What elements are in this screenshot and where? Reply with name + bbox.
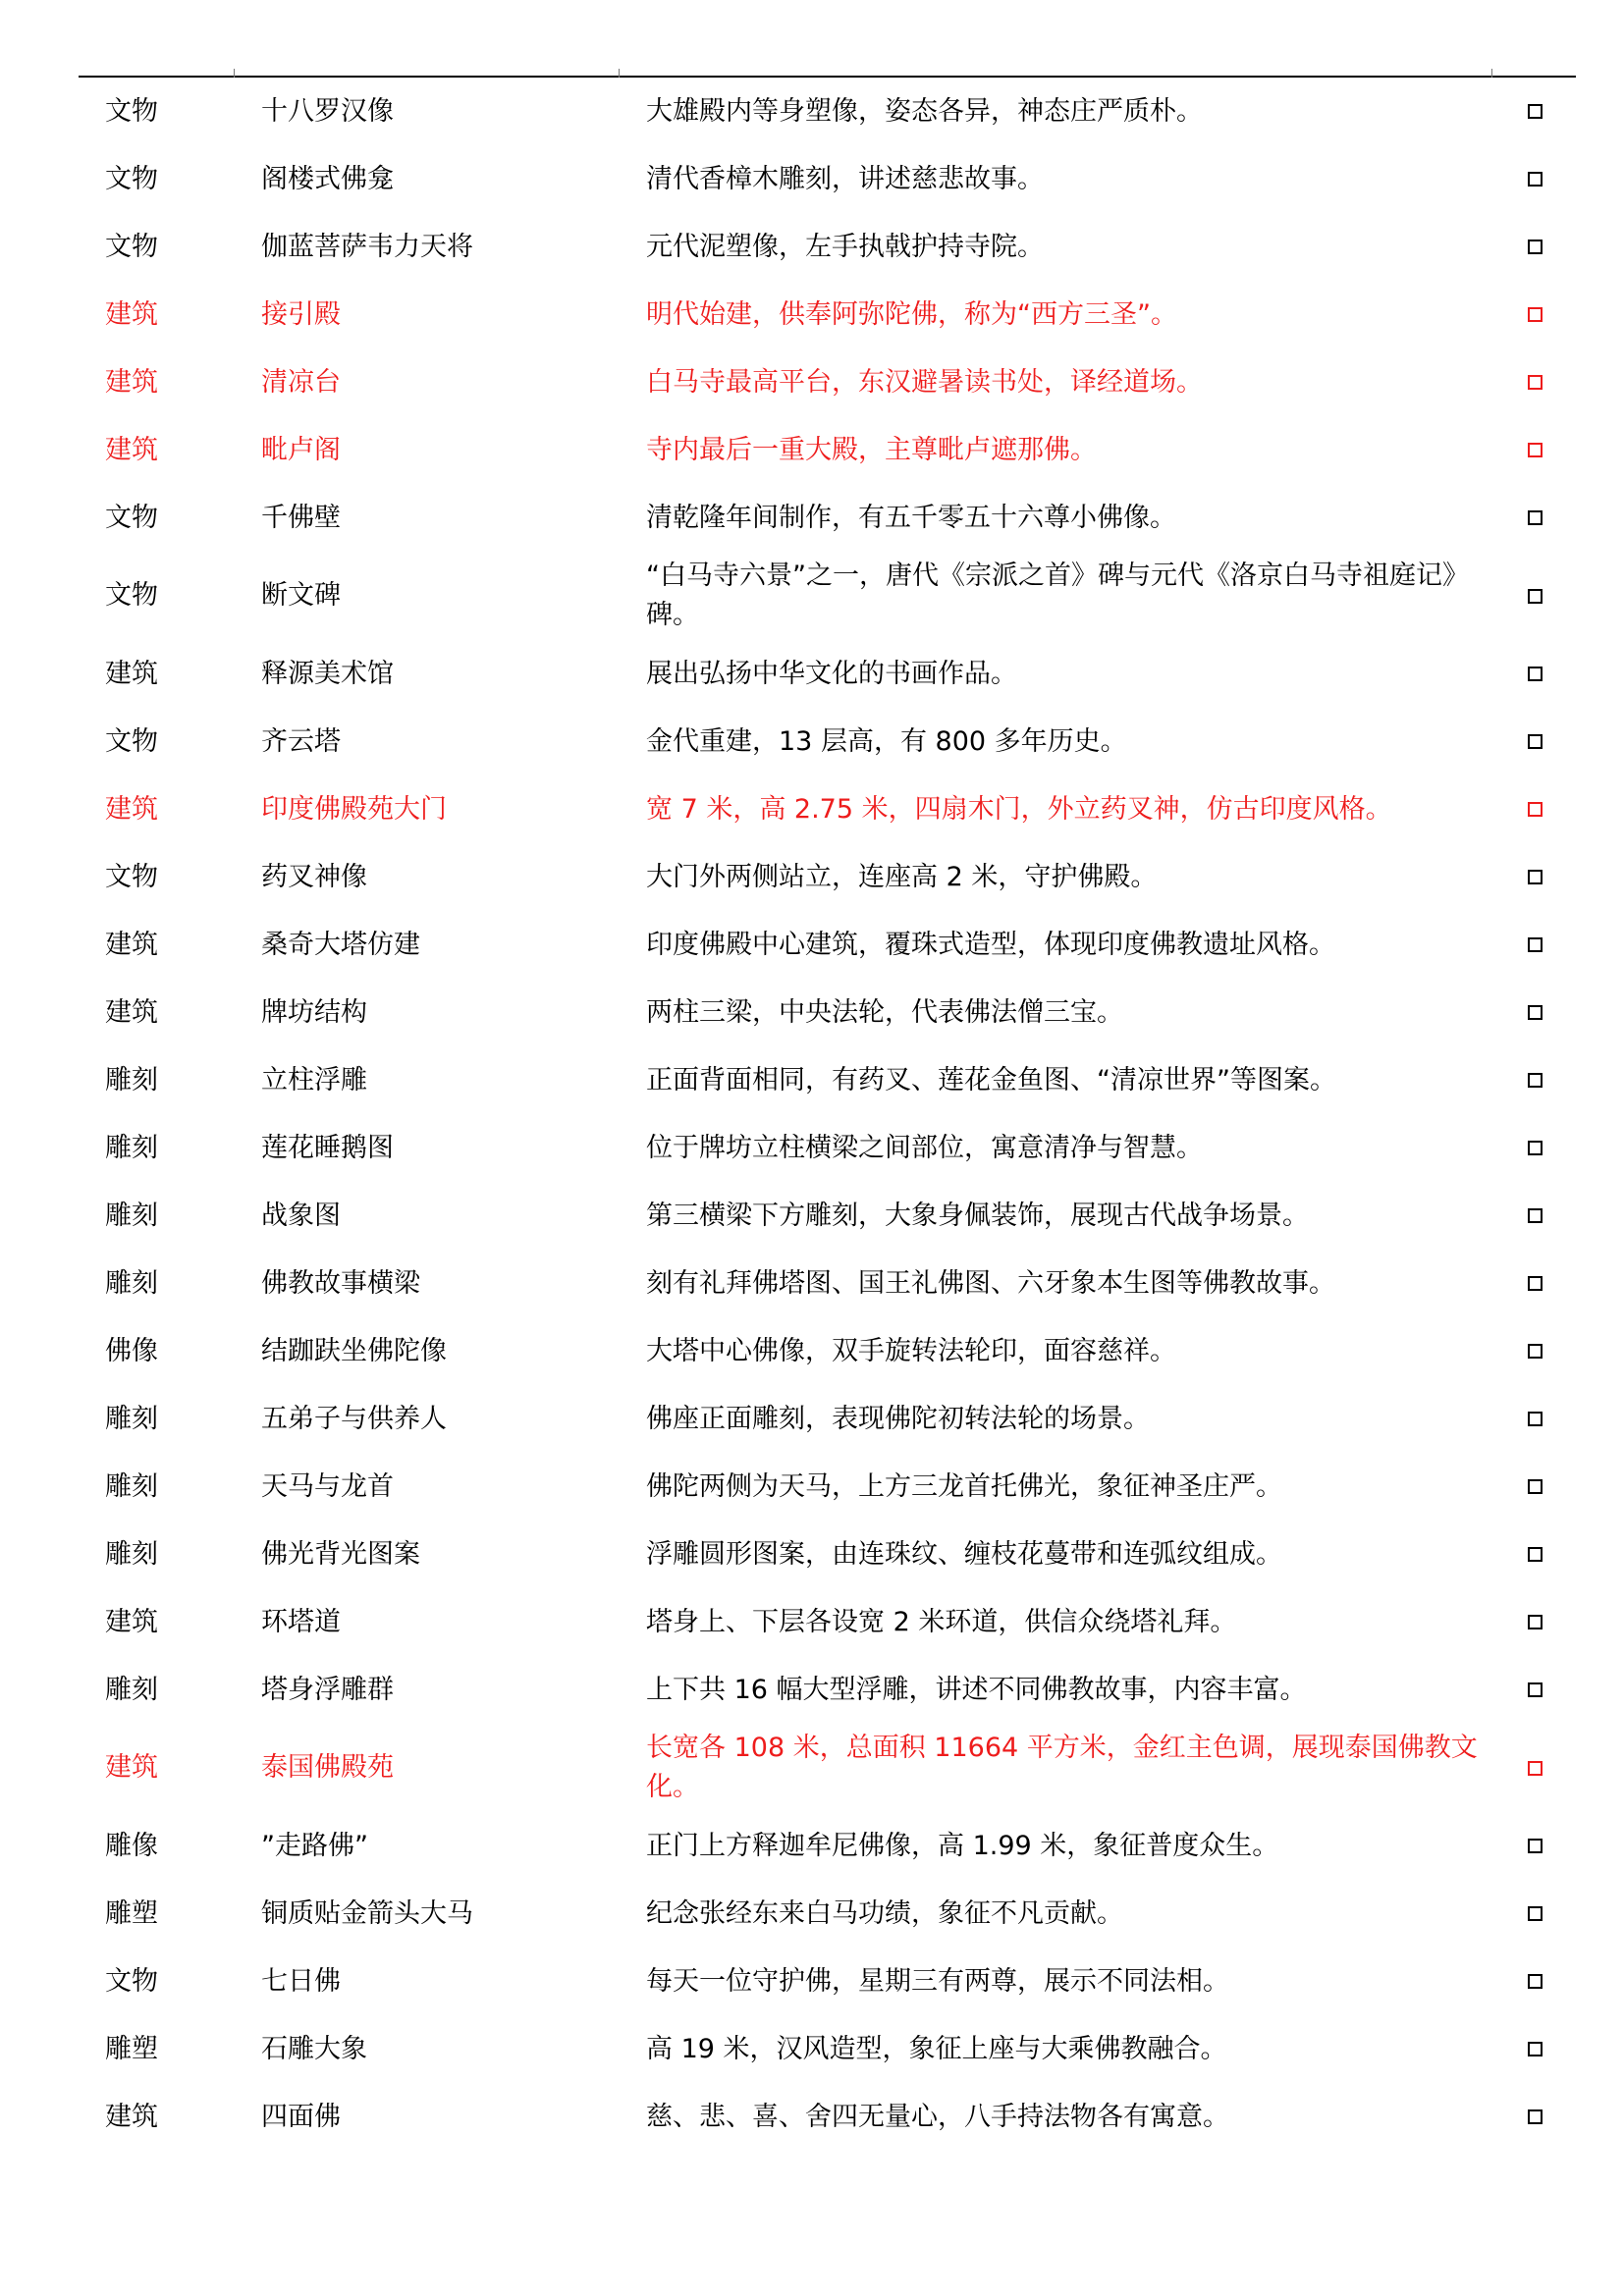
empty-square-icon xyxy=(1528,1839,1543,1853)
table-row xyxy=(0,78,1624,145)
item-name-cell: 佛光背光图案 xyxy=(261,1538,420,1570)
category-cell: 雕刻 xyxy=(105,1132,158,1163)
table-row xyxy=(0,213,1624,281)
table-row xyxy=(0,1724,1624,1812)
checkbox[interactable] xyxy=(1517,552,1552,640)
table-row xyxy=(0,484,1624,552)
empty-square-icon xyxy=(1528,510,1543,525)
category-cell: 雕塑 xyxy=(105,1897,158,1929)
empty-square-icon xyxy=(1528,2109,1543,2124)
checkbox[interactable] xyxy=(1517,1656,1552,1724)
checkbox[interactable] xyxy=(1517,1046,1552,1114)
category-cell: 雕像 xyxy=(105,1830,158,1861)
empty-square-icon xyxy=(1528,1974,1543,1989)
item-name-cell: 千佛壁 xyxy=(261,502,341,533)
empty-square-icon xyxy=(1528,375,1543,390)
category-cell: 建筑 xyxy=(105,2101,158,2132)
item-name-cell: 环塔道 xyxy=(261,1606,341,1637)
empty-square-icon xyxy=(1528,1547,1543,1562)
item-name-cell: 五弟子与供养人 xyxy=(261,1403,447,1434)
checkbox[interactable] xyxy=(1517,213,1552,281)
category-cell: 建筑 xyxy=(105,1606,158,1637)
description-cell: 第三横梁下方雕刻，大象身佩装饰，展现古代战争场景。 xyxy=(646,1200,1309,1231)
description-cell: 印度佛殿中心建筑，覆珠式造型，体现印度佛教遗址风格。 xyxy=(646,929,1335,960)
empty-square-icon xyxy=(1528,1141,1543,1155)
item-name-cell: 石雕大象 xyxy=(261,2033,367,2064)
category-cell: 雕刻 xyxy=(105,1064,158,1095)
category-cell: 文物 xyxy=(105,95,158,127)
item-name-cell: 接引殿 xyxy=(261,298,341,330)
category-cell: 文物 xyxy=(105,502,158,533)
item-name-cell: 十八罗汉像 xyxy=(261,95,394,127)
item-name-cell: 塔身浮雕群 xyxy=(261,1674,394,1705)
description-cell: 浮雕圆形图案，由连珠纹、缠枝花蔓带和连弧纹组成。 xyxy=(646,1538,1282,1570)
empty-square-icon xyxy=(1528,870,1543,884)
description-cell: 白马寺最高平台，东汉避暑读书处，译经道场。 xyxy=(646,366,1203,398)
category-cell: 文物 xyxy=(105,231,158,262)
empty-square-icon xyxy=(1528,802,1543,817)
checkbox[interactable] xyxy=(1517,1724,1552,1812)
checkbox[interactable] xyxy=(1517,1521,1552,1588)
column-divider xyxy=(619,69,620,78)
description-cell: 慈、悲、喜、舍四无量心，八手持法物各有寓意。 xyxy=(646,2101,1229,2132)
empty-square-icon xyxy=(1528,307,1543,322)
description-cell: 大雄殿内等身塑像，姿态各异，神态庄严质朴。 xyxy=(646,95,1203,127)
description-cell: 大塔中心佛像，双手旋转法轮印，面容慈祥。 xyxy=(646,1335,1176,1366)
table-row xyxy=(0,348,1624,416)
description-cell: 长宽各 108 米，总面积 11664 平方米，金红主色调，展现泰国佛教文化。 xyxy=(646,1733,1478,1802)
item-name-cell: ”走路佛” xyxy=(261,1830,368,1861)
category-cell: 雕刻 xyxy=(105,1674,158,1705)
description-cell: 塔身上、下层各设宽 2 米环道，供信众绕塔礼拜。 xyxy=(646,1606,1237,1637)
column-divider xyxy=(234,69,235,78)
item-name-cell: 阁楼式佛龛 xyxy=(261,163,394,194)
item-name-cell: 释源美术馆 xyxy=(261,658,394,689)
category-cell: 雕刻 xyxy=(105,1403,158,1434)
category-cell: 文物 xyxy=(105,725,158,757)
checkbox[interactable] xyxy=(1517,416,1552,484)
item-name-cell: 伽蓝菩萨韦力天将 xyxy=(261,231,473,262)
table-row xyxy=(0,1588,1624,1656)
table-row xyxy=(0,775,1624,843)
item-name-cell: 断文碑 xyxy=(261,580,341,611)
category-cell: 建筑 xyxy=(105,996,158,1028)
empty-square-icon xyxy=(1528,104,1543,119)
checkbox[interactable] xyxy=(1517,1250,1552,1317)
checkbox[interactable] xyxy=(1517,145,1552,213)
item-name-cell: 牌坊结构 xyxy=(261,996,367,1028)
description-cell: 佛陀两侧为天马，上方三龙首托佛光，象征神圣庄严。 xyxy=(646,1470,1282,1502)
category-cell: 文物 xyxy=(105,580,158,611)
checkbox[interactable] xyxy=(1517,911,1552,979)
checkbox[interactable] xyxy=(1517,1453,1552,1521)
table-row xyxy=(0,843,1624,911)
checkbox[interactable] xyxy=(1517,1812,1552,1880)
empty-square-icon xyxy=(1528,240,1543,254)
checkbox[interactable] xyxy=(1517,484,1552,552)
description-cell: 元代泥塑像，左手执戟护持寺院。 xyxy=(646,231,1044,262)
item-name-cell: 毗卢阁 xyxy=(261,434,341,465)
description-cell: 高 19 米，汉风造型，象征上座与大乘佛教融合。 xyxy=(646,2033,1227,2064)
checkbox[interactable] xyxy=(1517,1317,1552,1385)
table-row xyxy=(0,1521,1624,1588)
empty-square-icon xyxy=(1528,172,1543,187)
empty-square-icon xyxy=(1528,1276,1543,1291)
table-row xyxy=(0,1948,1624,2015)
empty-square-icon xyxy=(1528,589,1543,604)
item-name-cell: 天马与龙首 xyxy=(261,1470,394,1502)
table-row xyxy=(0,1880,1624,1948)
checkbox[interactable] xyxy=(1517,1948,1552,2015)
empty-square-icon xyxy=(1528,443,1543,457)
checkbox[interactable] xyxy=(1517,281,1552,348)
empty-square-icon xyxy=(1528,667,1543,681)
empty-square-icon xyxy=(1528,1682,1543,1697)
table-row xyxy=(0,1182,1624,1250)
category-cell: 雕刻 xyxy=(105,1200,158,1231)
attraction-checklist-table xyxy=(0,78,1624,2151)
table-row xyxy=(0,979,1624,1046)
item-name-cell: 结跏趺坐佛陀像 xyxy=(261,1335,447,1366)
item-name-cell: 印度佛殿苑大门 xyxy=(261,793,447,825)
item-name-cell: 桑奇大塔仿建 xyxy=(261,929,420,960)
description-cell: 正门上方释迦牟尼佛像，高 1.99 米，象征普度众生。 xyxy=(646,1830,1279,1861)
table-row xyxy=(0,1812,1624,1880)
item-name-cell: 七日佛 xyxy=(261,1965,341,1997)
checkbox[interactable] xyxy=(1517,1385,1552,1453)
table-row xyxy=(0,1046,1624,1114)
description-cell: 上下共 16 幅大型浮雕，讲述不同佛教故事，内容丰富。 xyxy=(646,1674,1307,1705)
empty-square-icon xyxy=(1528,1073,1543,1088)
description-cell: 明代始建，供奉阿弥陀佛，称为“西方三圣”。 xyxy=(646,298,1177,330)
checkbox[interactable] xyxy=(1517,1114,1552,1182)
description-cell: 刻有礼拜佛塔图、国王礼佛图、六牙象本生图等佛教故事。 xyxy=(646,1267,1335,1299)
column-divider xyxy=(1491,69,1492,78)
empty-square-icon xyxy=(1528,2042,1543,2056)
empty-square-icon xyxy=(1528,1906,1543,1921)
empty-square-icon xyxy=(1528,734,1543,749)
category-cell: 建筑 xyxy=(105,929,158,960)
category-cell: 文物 xyxy=(105,163,158,194)
description-cell: 佛座正面雕刻，表现佛陀初转法轮的场景。 xyxy=(646,1403,1150,1434)
table-row xyxy=(0,1656,1624,1724)
description-cell: 清乾隆年间制作，有五千零五十六尊小佛像。 xyxy=(646,502,1176,533)
description-cell: 纪念张经东来白马功绩，象征不凡贡献。 xyxy=(646,1897,1123,1929)
item-name-cell: 铜质贴金箭头大马 xyxy=(261,1897,473,1929)
checkbox[interactable] xyxy=(1517,979,1552,1046)
item-name-cell: 立柱浮雕 xyxy=(261,1064,367,1095)
category-cell: 文物 xyxy=(105,861,158,892)
description-cell: 每天一位守护佛，星期三有两尊，展示不同法相。 xyxy=(646,1965,1229,1997)
category-cell: 雕刻 xyxy=(105,1267,158,1299)
empty-square-icon xyxy=(1528,1005,1543,1020)
table-row xyxy=(0,1385,1624,1453)
category-cell: 建筑 xyxy=(105,658,158,689)
table-row xyxy=(0,281,1624,348)
category-cell: 建筑 xyxy=(105,366,158,398)
empty-square-icon xyxy=(1528,1208,1543,1223)
category-cell: 建筑 xyxy=(105,298,158,330)
item-name-cell: 齐云塔 xyxy=(261,725,341,757)
table-row xyxy=(0,145,1624,213)
empty-square-icon xyxy=(1528,937,1543,952)
empty-square-icon xyxy=(1528,1615,1543,1629)
table-row xyxy=(0,1114,1624,1182)
category-cell: 佛像 xyxy=(105,1335,158,1366)
description-cell: “白马寺六景”之一，唐代《宗派之首》碑与元代《洛京白马寺祖庭记》碑。 xyxy=(646,561,1469,630)
category-cell: 雕刻 xyxy=(105,1538,158,1570)
item-name-cell: 四面佛 xyxy=(261,2101,341,2132)
table-row xyxy=(0,708,1624,775)
item-name-cell: 佛教故事横梁 xyxy=(261,1267,420,1299)
checkbox[interactable] xyxy=(1517,1880,1552,1948)
item-name-cell: 清凉台 xyxy=(261,366,341,398)
category-cell: 建筑 xyxy=(105,434,158,465)
description-cell: 寺内最后一重大殿，主尊毗卢遮那佛。 xyxy=(646,434,1097,465)
table-row xyxy=(0,640,1624,708)
checkbox[interactable] xyxy=(1517,708,1552,775)
description-cell: 大门外两侧站立，连座高 2 米，守护佛殿。 xyxy=(646,861,1158,892)
description-cell: 金代重建，13 层高，有 800 多年历史。 xyxy=(646,725,1127,757)
table-row xyxy=(0,2083,1624,2151)
item-name-cell: 莲花睡鹅图 xyxy=(261,1132,394,1163)
checkbox[interactable] xyxy=(1517,1588,1552,1656)
category-cell: 建筑 xyxy=(105,1752,158,1783)
description-cell: 宽 7 米，高 2.75 米，四扇木门，外立药叉神，仿古印度风格。 xyxy=(646,793,1392,825)
empty-square-icon xyxy=(1528,1761,1543,1776)
checkbox[interactable] xyxy=(1517,640,1552,708)
checkbox[interactable] xyxy=(1517,775,1552,843)
table-row xyxy=(0,552,1624,640)
item-name-cell: 泰国佛殿苑 xyxy=(261,1752,394,1783)
category-cell: 雕塑 xyxy=(105,2033,158,2064)
description-cell: 正面背面相同，有药叉、莲花金鱼图、“清凉世界”等图案。 xyxy=(646,1064,1336,1095)
table-row xyxy=(0,911,1624,979)
table-row xyxy=(0,2015,1624,2083)
category-cell: 建筑 xyxy=(105,793,158,825)
checkbox[interactable] xyxy=(1517,78,1552,145)
table-row xyxy=(0,1250,1624,1317)
empty-square-icon xyxy=(1528,1479,1543,1494)
checkbox[interactable] xyxy=(1517,1182,1552,1250)
checkbox[interactable] xyxy=(1517,348,1552,416)
empty-square-icon xyxy=(1528,1344,1543,1359)
checkbox[interactable] xyxy=(1517,2083,1552,2151)
description-cell: 位于牌坊立柱横梁之间部位，寓意清净与智慧。 xyxy=(646,1132,1203,1163)
checkbox[interactable] xyxy=(1517,843,1552,911)
checkbox[interactable] xyxy=(1517,2015,1552,2083)
table-row xyxy=(0,1317,1624,1385)
category-cell: 文物 xyxy=(105,1965,158,1997)
category-cell: 雕刻 xyxy=(105,1470,158,1502)
description-cell: 展出弘扬中华文化的书画作品。 xyxy=(646,658,1017,689)
empty-square-icon xyxy=(1528,1412,1543,1426)
table-row xyxy=(0,416,1624,484)
description-cell: 两柱三梁，中央法轮，代表佛法僧三宝。 xyxy=(646,996,1123,1028)
table-row xyxy=(0,1453,1624,1521)
description-cell: 清代香樟木雕刻，讲述慈悲故事。 xyxy=(646,163,1044,194)
item-name-cell: 药叉神像 xyxy=(261,861,367,892)
item-name-cell: 战象图 xyxy=(261,1200,341,1231)
